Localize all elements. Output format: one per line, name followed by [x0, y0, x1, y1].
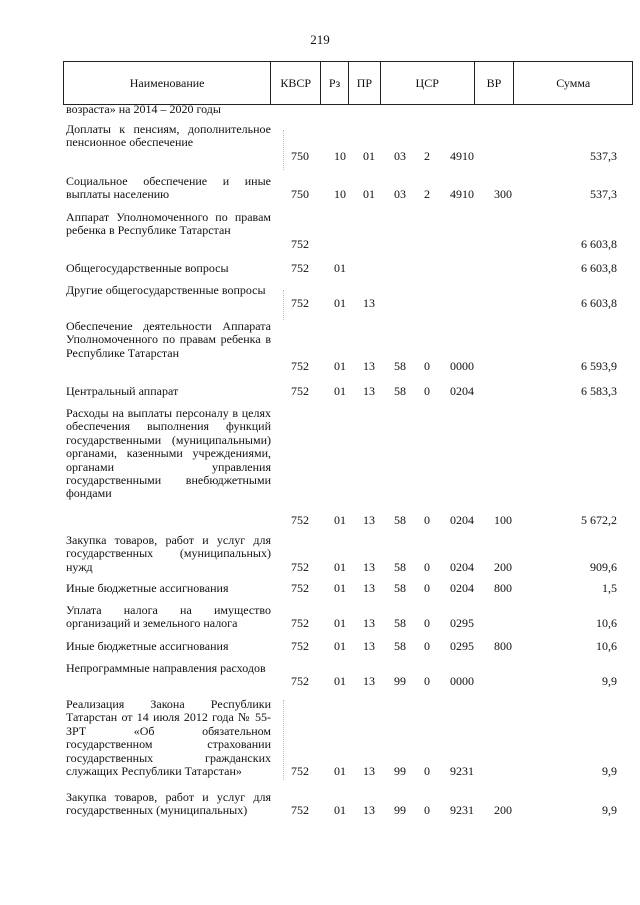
- row-pr: 13: [363, 581, 375, 595]
- row-pr: 13: [363, 616, 375, 631]
- row-sum: 909,6: [590, 559, 617, 574]
- row-csr2: 2: [424, 187, 430, 202]
- row-pr: 13: [363, 559, 375, 574]
- row-sum: 9,9: [602, 674, 617, 689]
- page-number: 219: [310, 32, 330, 47]
- row-kvsr: 752: [291, 261, 309, 275]
- row-csr1: 99: [394, 764, 406, 778]
- row-name: Иные бюджетные ассигнования: [66, 639, 229, 653]
- row-csr1: 99: [394, 674, 406, 689]
- row-kvsr: 752: [291, 764, 309, 778]
- row-sum: 6 603,8: [581, 261, 617, 275]
- row-sum: 9,9: [602, 764, 617, 778]
- row-csr2: 0: [424, 803, 430, 818]
- row-csr3: 0000: [450, 359, 474, 374]
- row-csr2: 0: [424, 384, 430, 398]
- row-csr2: 0: [424, 513, 430, 528]
- row-vr: 800: [494, 639, 512, 653]
- row-name: Центральный аппарат: [66, 384, 179, 398]
- row-vr: 100: [494, 513, 512, 528]
- row-kvsr: 752: [291, 236, 309, 251]
- row-name: Обеспечение деятельности Аппарата Уполномоченного по правам ребенка в Республике Татарстан: [66, 319, 271, 360]
- row-pr: 13: [363, 384, 375, 398]
- row-rz: 01: [334, 639, 346, 653]
- row-csr1: 99: [394, 803, 406, 818]
- scan-mark: [283, 290, 285, 320]
- continuation-text: возраста» на 2014 – 2020 годы: [66, 102, 221, 116]
- row-csr1: 58: [394, 513, 406, 528]
- row-rz: 01: [334, 384, 346, 398]
- row-csr2: 0: [424, 674, 430, 689]
- row-kvsr: 752: [291, 359, 309, 374]
- row-name: Аппарат Уполномоченного по правам ребенка в Республике Татарстан: [66, 210, 271, 238]
- header-pr: ПР: [349, 62, 381, 104]
- row-name: Другие общегосударственные вопросы: [66, 283, 266, 297]
- row-pr: 13: [363, 513, 375, 528]
- row-csr3: 9231: [450, 764, 474, 778]
- row-vr: 800: [494, 581, 512, 595]
- row-csr3: 9231: [450, 803, 474, 818]
- row-csr3: 0295: [450, 639, 474, 653]
- row-csr2: 0: [424, 581, 430, 595]
- row-rz: 01: [334, 261, 346, 275]
- row-sum: 10,6: [596, 639, 617, 653]
- row-vr: 200: [494, 559, 512, 574]
- row-csr1: 03: [394, 148, 406, 163]
- row-csr2: 0: [424, 559, 430, 574]
- row-kvsr: 752: [291, 581, 309, 595]
- header-kvsr: КВСР: [271, 62, 321, 104]
- row-name: Непрограммные направления расходов: [66, 661, 266, 675]
- row-kvsr: 752: [291, 559, 309, 574]
- row-sum: 6 593,9: [581, 359, 617, 374]
- row-csr3: 0204: [450, 384, 474, 398]
- row-rz: 01: [334, 296, 346, 311]
- row-pr: 13: [363, 764, 375, 778]
- row-sum: 6 603,8: [581, 296, 617, 311]
- row-name: Закупка товаров, работ и услуг для государственных (муниципальных): [66, 790, 271, 818]
- scan-mark: [283, 130, 285, 170]
- row-csr2: 0: [424, 616, 430, 631]
- row-pr: 01: [363, 187, 375, 202]
- row-rz: 01: [334, 581, 346, 595]
- row-vr: 300: [494, 187, 512, 202]
- row-csr1: 58: [394, 384, 406, 398]
- row-kvsr: 750: [291, 148, 309, 163]
- row-name: Уплата налога на имущество организаций и земельного налога: [66, 603, 271, 631]
- row-name: Общегосударственные вопросы: [66, 261, 229, 275]
- row-sum: 1,5: [602, 581, 617, 595]
- row-csr1: 58: [394, 639, 406, 653]
- row-name: Расходы на выплаты персоналу в целях обеспечения выполнения функций государственными (муниципальными) органами, казенными учреждениями, органами управления государственными внебюджетными фондами: [66, 406, 271, 501]
- header-rz: Рз: [321, 62, 349, 104]
- row-name: Закупка товаров, работ и услуг для государственных (муниципальных) нужд: [66, 533, 271, 574]
- row-rz: 01: [334, 616, 346, 631]
- row-rz: 01: [334, 764, 346, 778]
- row-rz: 01: [334, 513, 346, 528]
- row-sum: 9,9: [602, 803, 617, 818]
- row-vr: 200: [494, 803, 512, 818]
- row-kvsr: 752: [291, 296, 309, 311]
- row-csr3: 0204: [450, 559, 474, 574]
- row-csr1: 58: [394, 359, 406, 374]
- row-csr2: 0: [424, 764, 430, 778]
- row-pr: 01: [363, 148, 375, 163]
- row-csr3: 0204: [450, 581, 474, 595]
- row-pr: 13: [363, 296, 375, 311]
- row-rz: 01: [334, 359, 346, 374]
- row-rz: 10: [334, 148, 346, 163]
- row-sum: 6 583,3: [581, 384, 617, 398]
- row-csr3: 0000: [450, 674, 474, 689]
- row-kvsr: 752: [291, 513, 309, 528]
- row-rz: 01: [334, 674, 346, 689]
- row-rz: 01: [334, 803, 346, 818]
- scan-mark: [283, 700, 285, 780]
- row-sum: 537,3: [590, 148, 617, 163]
- row-kvsr: 752: [291, 616, 309, 631]
- row-pr: 13: [363, 359, 375, 374]
- row-kvsr: 752: [291, 674, 309, 689]
- row-name: Доплаты к пенсиям, дополнительное пенсионное обеспечение: [66, 122, 271, 150]
- row-pr: 13: [363, 803, 375, 818]
- row-kvsr: 752: [291, 384, 309, 398]
- header-csr: ЦСР: [381, 62, 475, 104]
- row-rz: 01: [334, 559, 346, 574]
- row-pr: 13: [363, 674, 375, 689]
- row-kvsr: 752: [291, 803, 309, 818]
- row-csr1: 58: [394, 616, 406, 631]
- row-csr2: 0: [424, 639, 430, 653]
- row-csr1: 58: [394, 559, 406, 574]
- header-name: Наименование: [64, 62, 271, 104]
- row-csr2: 0: [424, 359, 430, 374]
- row-csr3: 4910: [450, 148, 474, 163]
- row-csr1: 03: [394, 187, 406, 202]
- row-pr: 13: [363, 639, 375, 653]
- header-sum: Сумма: [556, 75, 591, 90]
- row-csr3: 0295: [450, 616, 474, 631]
- row-sum: 537,3: [590, 187, 617, 202]
- row-sum: 10,6: [596, 616, 617, 631]
- row-name: Иные бюджетные ассигнования: [66, 581, 229, 595]
- row-csr3: 4910: [450, 187, 474, 202]
- row-sum: 5 672,2: [581, 513, 617, 528]
- row-csr1: 58: [394, 581, 406, 595]
- row-csr3: 0204: [450, 513, 474, 528]
- row-name: Социальное обеспечение и иные выплаты населению: [66, 174, 271, 202]
- row-csr2: 2: [424, 148, 430, 163]
- row-name: Реализация Закона Республики Татарстан от 14 июля 2012 года № 55-ЗРТ «Об обязательном государственном страховании государственных гражданских служащих Республики Татарстан»: [66, 697, 271, 779]
- row-kvsr: 750: [291, 187, 309, 202]
- row-rz: 10: [334, 187, 346, 202]
- row-kvsr: 752: [291, 639, 309, 653]
- row-sum: 6 603,8: [581, 236, 617, 251]
- header-vr: ВР: [475, 62, 515, 104]
